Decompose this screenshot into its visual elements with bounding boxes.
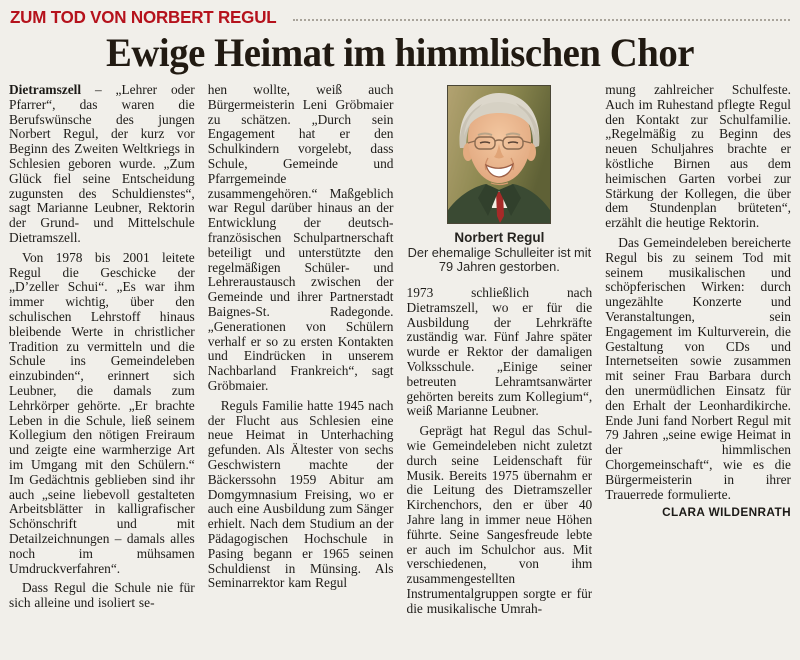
article-column-3-text xyxy=(407,286,593,617)
paragraph: Geprägt hat Regul das Schul- wie Gemeindeleben nicht zuletzt durch seine Leidenschaft für Musik. Bereits 1975 übernahm er die Leitung des Dietramszeller Kirchenchors, den er über 40 Jahre lang in immer neue Höhen führte. Seine Sangesfreude lebte er auch im Schulchor aus. Mit verschiedenen, von ihm zusammengestellten Instrumentalgruppen sorgte er für die musikalische Umrah- xyxy=(406,423,593,616)
dotted-rule xyxy=(293,19,790,21)
photo-caption xyxy=(407,230,593,274)
paragraph: Reguls Familie hatte 1945 nach der Flucht aus Schlesien eine neue Heimat in Unterhaching gefunden. Als Ältester von sechs Geschwistern machte der Bäckerssohn 1959 Abitur am Domgymnasium Freising, wo er auch eine Ausbildung zum Sänger erhielt. Nach dem Studium an der Pädagogischen Hochschule in Pasing begann er 1965 seinen Schuldienst in Münsing. Als Seminarrektor kam Regul xyxy=(207,397,394,591)
kicker-row xyxy=(0,0,800,28)
article-column-1 xyxy=(9,83,195,643)
portrait-figure xyxy=(407,85,593,274)
article-body xyxy=(0,83,800,643)
headline: Ewige Heimat im himmlischen Chor xyxy=(105,30,694,75)
paragraph: Von 1978 bis 2001 leitete Regul die Geschicke der „D’zeller Schui“. „Es war ihm immer wichtig, über den schulischen Lehrstoff hinaus bleibende Werte in christlicher Tradition zu vermitteln und die Schule ins Gemeindeleben einzubinden“, erinnert sich Leubner, die damals zum Lehrkörper gehörte. „Er brachte Leben in die Schule, ließ seinem Kollegium den nötigen Freiraum und zeigte eine warmherzige Art im Umgang mit den Schülern.“ Im Gedächtnis geblieben sind ihr auch „seine liebevoll gestalteten Arbeitsblätter in kalligrafischer Schönschrift und mit Detailzeichnungen – damals alles noch im mühsamen Umdruckverfahren“. xyxy=(9,249,195,576)
paragraph: Dietramszell – „Lehrer oder Pfarrer“, das waren die Berufswünsche des jungen Norbert Regul, der kurz vor Beginn des Zweiten Weltkriegs in Schlesien geboren wurde. „Zum Glück fiel seine Entscheidung zugunsten des Schuldienstes“, sagt Marianne Leubner, Rektorin der Grund- und Mittelschule Dietramszell. xyxy=(9,83,195,245)
article-column-4-text xyxy=(605,83,791,502)
paragraph: 1973 schließlich nach Dietramszell, wo er für die Ausbildung der Lehrkräfte zuständig war. Fünf Jahre später wurde er Rektor der damaligen Volksschule. „Einige seiner betreuten Lehramtsanwärter gehörten bereits zum Kollegium“, weiß Marianne Leubner. xyxy=(406,285,593,419)
portrait-photo-icon xyxy=(447,85,551,224)
paragraph: hen wollte, weiß auch Bürgermeisterin Leni Gröbmaier zu schätzen. „Durch sein Engagement hat er den Schulkindern vorgelebt, dass Schule, Gemeinde und Pfarrgemeinde zusammengehören.“ Maßgeblich war Regul darüber hinaus an der Entwicklung der deutsch-französischen Schulpartnerschaft beteiligt und unterstützte den regelmäßigen Schüler- und Lehreraustausch zwischen der Gemeinde und ihrer Partnerstadt Baignes-St. Radegonde. „Generationen von Schülern verhalf er so zu ersten Kontakten und Eindrücken in unserem Nachbarland Frankreich“, sagt Gröbmaier. xyxy=(207,83,394,393)
article-column-2 xyxy=(208,83,394,643)
byline: CLARA WILDENRATH xyxy=(662,505,791,520)
paragraph: Dass Regul die Schule nie für sich alleine und isoliert se- xyxy=(9,580,195,611)
article-column-4 xyxy=(605,83,791,643)
caption-title: Norbert Regul xyxy=(454,230,545,245)
kicker: ZUM TOD VON NORBERT REGUL xyxy=(10,7,277,27)
article-column-3 xyxy=(407,83,593,643)
dateline: Dietramszell xyxy=(9,83,82,97)
paragraph: Das Gemeindeleben bereicherte Regul bis zu seinem Tod mit seinem musikalischen und schöpferischen Wirken: durch ungezählte Konzerte und Veranstaltungen, sein Engagement im Kulturverein, die Gestaltung von CDs und Internetseiten sowie zusammen mit seiner Frau Barbara durch den unermüdlichen Einsatz für den Erhalt der Leonhardikirche. Ende Juni fand Norbert Regul mit 79 Jahren „seine ewige Heimat in der himmlischen Chorgemeinschaft“, wie es die Bürgermeisterin in ihrer Trauerrede formulierte. xyxy=(605,234,791,502)
caption-text: Der ehemalige Schulleiter ist mit 79 Jahren gestorben. xyxy=(407,245,592,274)
paragraph: mung zahlreicher Schulfeste. Auch im Ruhestand pflegte Regul den Kontakt zur Schulfamilie. „Regelmäßig zu Beginn des neuen Schuljahres brachte er köstliche Birnen aus dem heimischen Garten vorbei zur Stärkung der Kollegen, die über dem Stundenplan brüteten“, erzählt die heutige Rektorin. xyxy=(605,83,791,231)
